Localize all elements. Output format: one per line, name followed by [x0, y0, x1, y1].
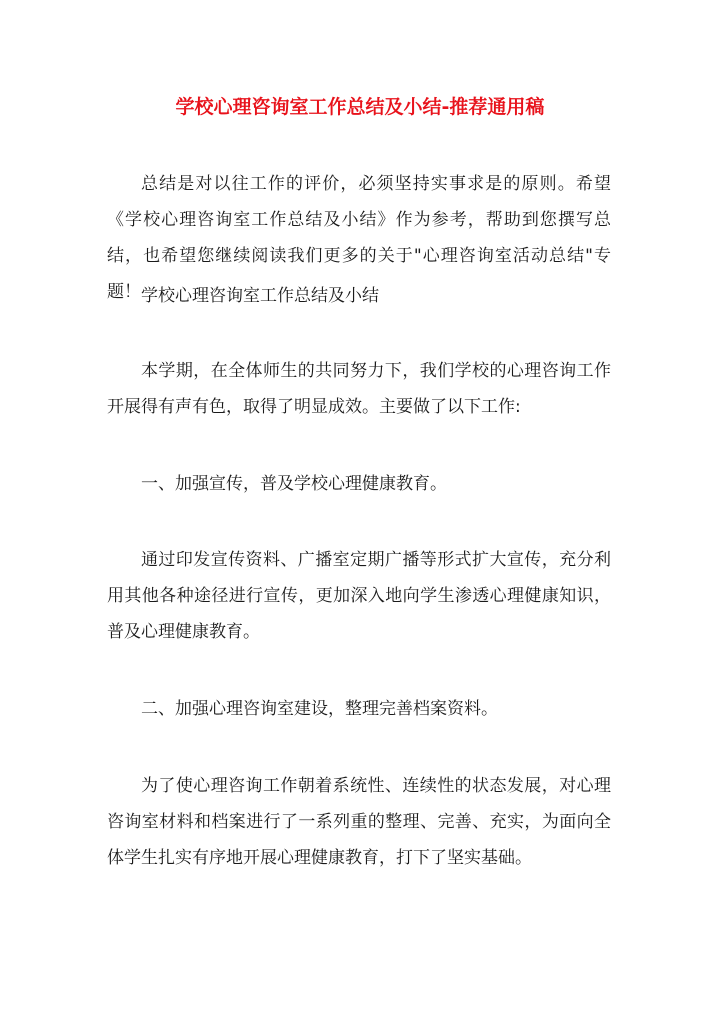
list-heading-1: 一、加强宣传，普及学校心理健康教育。: [141, 474, 447, 494]
body-paragraph: 通过印发宣传资料、广播室定期广播等形式扩大宣传，充分利用其他各种途径进行宣传，更加深入地向学生渗透心理健康知识，普及心理健康教育。: [107, 550, 611, 642]
list-heading-2: 二、加强心理咨询室建设，整理完善档案资料。: [141, 699, 498, 719]
intro-paragraph: 总结是对以往工作的评价，必须坚持实事求是的原则。希望《学校心理咨询室工作总结及小结》作为参考，帮助到您撰写总结，也希望您继续阅读我们更多的关于"心理咨询室活动总结"专题！: [107, 174, 611, 302]
body-paragraph: 本学期，在全体师生的共同努力下，我们学校的心理咨询工作开展得有声有色，取得了明显成效。主要做了以下工作:: [107, 361, 611, 417]
section-heading: 学校心理咨询室工作总结及小结: [141, 286, 379, 306]
document-title: 学校心理咨询室工作总结及小结-推荐通用稿: [175, 96, 545, 118]
body-paragraph: 为了使心理咨询工作朝着系统性、连续性的状态发展，对心理咨询室材料和档案进行了一系列重的整理、完善、充实，为面向全体学生扎实有序地开展心理健康教育，打下了坚实基础。: [107, 776, 611, 868]
